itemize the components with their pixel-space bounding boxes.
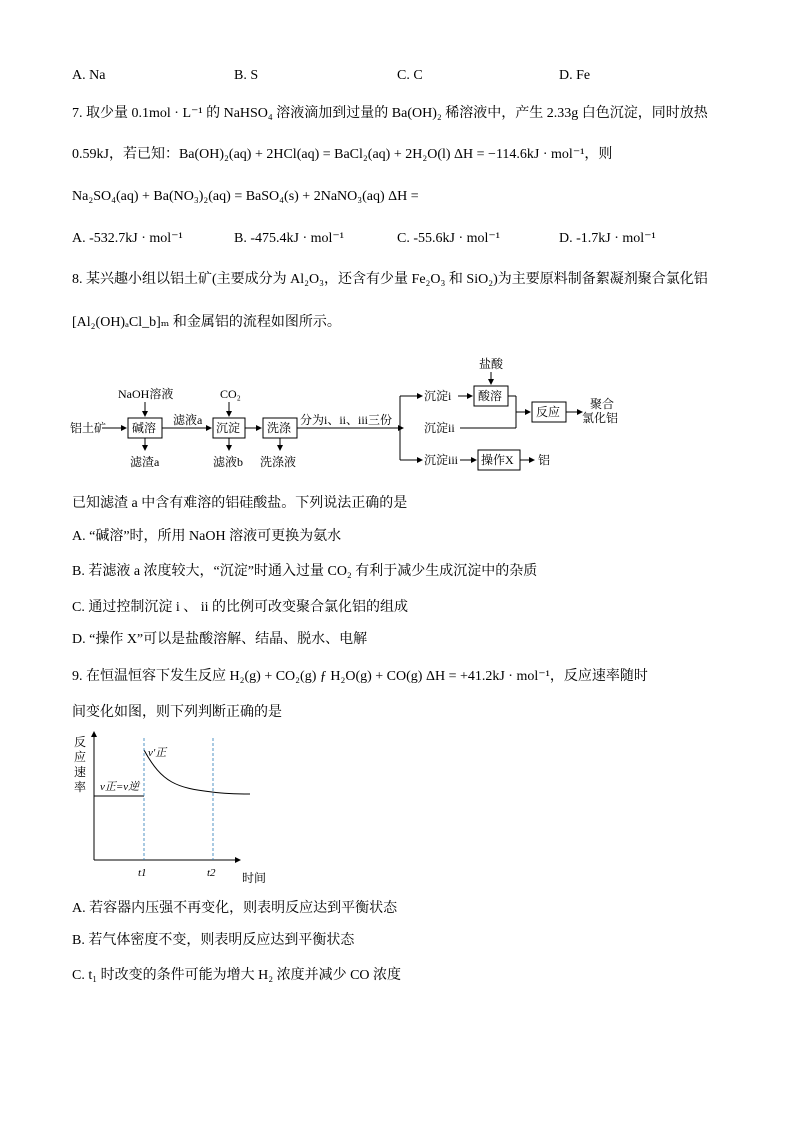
q8-option-d: D. “操作 X”可以是盐酸溶解、结晶、脱水、电解 xyxy=(72,632,368,647)
label-naoh: NaOH溶液 xyxy=(118,387,174,401)
process-flowchart xyxy=(70,350,640,480)
label-co2: CO₂ xyxy=(220,387,241,401)
label-hcl: 盐酸 xyxy=(479,357,504,371)
q8-stem-line2: [Al₂(OH)ₐCl_b]ₘ 和金属铝的流程如图所示。 xyxy=(72,315,341,330)
q7-stem-line1: 7. 取少量 0.1mol · L⁻¹ 的 NaHSO₄ 溶液滴加到过量的 Ba(OH)₂ 稀溶液中，产生 2.33g 白色沉淀，同时放热 xyxy=(72,106,708,121)
q7-option-d: D. -1.7kJ · mol⁻¹ xyxy=(559,231,656,246)
q6-option-a: A. Na xyxy=(72,68,106,83)
label-chendian-i: 沉淀i xyxy=(424,389,452,403)
label-product-2: 氯化铝 xyxy=(582,411,619,425)
q6-option-b: B. S xyxy=(234,68,259,83)
q9-option-a: A. 若容器内压强不再变化，则表明反应达到平衡状态 xyxy=(72,901,398,916)
ylabel-char-4: 率 xyxy=(74,780,87,794)
q8-option-c: C. 通过控制沉淀 i 、 ii 的比例可改变聚合氯化铝的组成 xyxy=(72,600,409,615)
label-al: 铝 xyxy=(538,453,551,467)
q8-option-b: B. 若滤液 a 浓度较大，“沉淀”时通入过量 CO₂ 有利于减少生成沉淀中的杂质 xyxy=(72,564,538,579)
q9-option-b: B. 若气体密度不变，则表明反应达到平衡状态 xyxy=(72,933,355,948)
ylabel-char-3: 速 xyxy=(74,765,87,779)
q7-stem-line3: Na₂SO₄(aq) + Ba(NO₃)₂(aq) = BaSO₄(s) + 2NaNO₃(aq) ΔH = xyxy=(72,189,419,204)
q7-option-b: B. -475.4kJ · mol⁻¹ xyxy=(234,231,344,246)
label-caozuo-x: 操作X xyxy=(481,453,514,467)
q7-option-c: C. -55.6kJ · mol⁻¹ xyxy=(397,231,500,246)
label-fanying: 反应 xyxy=(536,405,561,419)
rate-time-graph xyxy=(72,728,272,888)
q7-option-a: A. -532.7kJ · mol⁻¹ xyxy=(72,231,183,246)
label-lvzha-a: 滤渣a xyxy=(130,455,160,469)
q7-stem-line2: 0.59kJ，若已知：Ba(OH)₂(aq) + 2HCl(aq) = BaCl₂(aq) + 2H₂O(l) ΔH = −114.6kJ · mol⁻¹，则 xyxy=(72,147,613,162)
q8-option-a: A. “碱溶”时，所用 NaOH 溶液可更换为氨水 xyxy=(72,529,342,544)
label-ore: 铝土矿 xyxy=(70,421,107,435)
label-chendian-iii: 沉淀iii xyxy=(424,453,459,467)
t1-label: t1 xyxy=(138,867,147,879)
xlabel: 时间 xyxy=(242,871,267,885)
q9-stem-line1: 9. 在恒温恒容下发生反应 H₂(g) + CO₂(g) ƒ H₂O(g) + CO(g) ΔH = +41.2kJ · mol⁻¹，反应速率随时 xyxy=(72,669,648,684)
q9-option-c: C. t₁ 时改变的条件可能为增大 H₂ 浓度并减少 CO 浓度 xyxy=(72,968,402,983)
label-suanrong: 酸溶 xyxy=(478,389,503,403)
q8-stem-line1: 8. 某兴趣小组以铝土矿(主要成分为 Al₂O₃，还含有少量 Fe₂O₃ 和 SiO₂)为主要原料制备絮凝剂聚合氯化铝 xyxy=(72,272,708,287)
q6-option-d: D. Fe xyxy=(559,68,591,83)
label-jianrong: 碱溶 xyxy=(132,421,157,435)
q9-stem-line2: 间变化如图，则下列判断正确的是 xyxy=(72,705,282,720)
t2-label: t2 xyxy=(207,867,216,879)
label-xidi: 洗涤 xyxy=(267,421,292,435)
label-lvye-a: 滤液a xyxy=(173,413,203,427)
label-product-1: 聚合 xyxy=(590,397,615,411)
v-prime-label: v′正 xyxy=(148,747,167,759)
ylabel-char-2: 应 xyxy=(74,750,87,764)
label-chendian: 沉淀 xyxy=(216,421,241,435)
label-split: 分为i、ii、iii三份 xyxy=(300,413,393,427)
label-chendian-ii: 沉淀ii xyxy=(424,421,455,435)
q8-known: 已知滤渣 a 中含有难溶的铝硅酸盐。下列说法正确的是 xyxy=(72,496,408,511)
eq-label: v正=v逆 xyxy=(100,781,140,793)
q6-option-c: C. C xyxy=(397,68,423,83)
ylabel-char-1: 反 xyxy=(74,735,87,749)
label-lvye-b: 滤液b xyxy=(213,455,244,469)
label-xidiye: 洗涤液 xyxy=(260,455,297,469)
